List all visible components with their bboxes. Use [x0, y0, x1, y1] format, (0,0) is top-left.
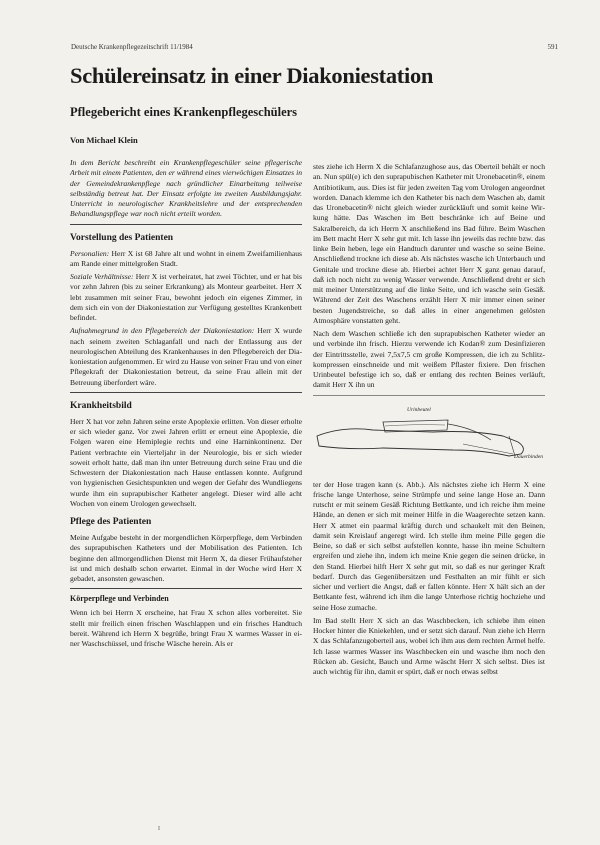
left-column — [70, 158, 302, 652]
text-personalien: Herr X ist 68 Jahre alt und wohnt in einem Zweifamilienhaus am Rande einer mittelgroßen Stadt. — [70, 248, 302, 268]
paragraph-washing: stes ziehe ich Herrn X die Schlafanzughose aus, das Oberteil behält er noch an. Nun spül(e) ich den suprapubischen Katheter mit Uronebacetin®, einem Antibiotikum, aus. Dies ist für jeden zweiten Tag vom Urologen angeordnet worden. Danach klemme ich den Katheter bis nach dem Waschen ab, damit das Uronebacetin® nicht gleich wieder zurückläuft und somit keine Wirkung hätte. Das Waschen im Bett beschränke ich auf Beine und Sakralbereich, da ich Herrn X anschließend ins Bad führe. Beim Waschen im Bett macht Herr X sehr gut mit. Ich lasse ihn jeweils das rechte bzw. das linke Bein heben, lege ein Handtuch darunter und wasche so seine Beine. Anschließend trockne ich diese ab. Als nächstes wasche ich Unterbauch und Genitale und trockne diese ab. Hierbei achtet Herr X ganz genau darauf, daß ich noch nicht zu wenig Wasser verwende. Anschließend dreht er sich mit meiner Unterstützung auf die linke Seite, und ich wasche sein Gesäß. Während der Zeit des Waschens erzählt Herr X mir immer einen seiner besten Jugendstreiche, so daß alles in einer angenehmen gelösten Atmosphäre vonstatten geht. — [313, 162, 545, 325]
subsection-heading-hygiene: Körperpflege und Verbinden — [70, 594, 169, 604]
figure-label-urine-bag: Urinbeutel — [407, 406, 431, 413]
catheter-figure — [313, 395, 545, 474]
label-admission: Aufnahmegrund in den Pflegebereich der Diakoniestation: — [70, 326, 255, 336]
running-head — [71, 43, 558, 51]
paragraph-hygiene: Wenn ich bei Herrn X erscheine, hat Frau X schon alles vorbereitet. Sie stellt mir freilich einen frischen Waschlappen und ein frisches Handtuch bereit. Während ich Herrn X begrüße, bringt Frau X warmes Wasser in einer Waschschüssel, und frische Wäsche herein. Als er — [70, 608, 302, 648]
figure-label-bandage: Dauerbinden — [513, 453, 543, 460]
page-number: 591 — [547, 43, 558, 51]
paragraph-admission — [70, 326, 302, 388]
paragraph-care: Meine Aufgabe besteht in der morgendlichen Körperpflege, dem Verbinden des suprapubischen Katheters und der Mobilisation des Patienten. Ich beginne den allmorgendlichen Dienst mit Herrn X, da dieser Frühaufsteher ist und mich deshalb schon erwartet. Einmal in der Woche wird Herr X gebadet, ansonsten gewaschen. — [70, 533, 302, 583]
text-social: Herr X ist verheiratet, hat zwei Töchter, und er hat bis vor zehn Jahren (bis zu seiner Erkrankung) als Monteur gearbeitet. Herr X lebt zusammen mit seiner Frau, bewohnt jedoch ein eigenes Zimmer, in dem sich ein von der Diakoniestation zur Verfügung gestelltes Krankenbett befindet. — [70, 272, 302, 322]
article-author: Von Michael Klein — [70, 135, 138, 145]
article-title: Schülereinsatz in einer Diakoniestation — [70, 63, 434, 88]
label-social: Soziale Verhältnisse: — [70, 272, 134, 281]
paragraph-social — [70, 272, 302, 323]
section-heading-patient: Vorstellung des Patienten — [70, 232, 174, 243]
divider — [70, 224, 302, 225]
label-personalien: Personalien: — [70, 248, 110, 258]
paragraph-bathroom: Im Bad stellt Herr X sich an das Waschbecken, ich schiebe ihm einen Hocker hinter die Kniekehlen, und er setzt sich darauf. Nun ziehe ich Herrn X das Schlafanzugoberteil aus, wobei ich ihm aus dem rechten Ärmel helfe. Ich lasse warmes Wasser ins Waschbecken ein und wasche ihm noch den Rücken ab. Gesicht, Bauch und Arme wäscht Herr X sich selbst. Dies ist auch wichtig für ihn, damit er spürt, daß er noch etwas selbst — [313, 615, 545, 676]
paragraph-mobilisation: ter der Hose tragen kann (s. Abb.). Als nächstes ziehe ich Herrn X eine frische lange Unterhose, seine Strümpfe und seine lange Hose an. Dann rutscht er mit seinem Gesäß Richtung Bettkante, und ich reiche ihm meine Hände, an denen er sich mit meiner Hilfe in die Waagerechte setzen kann. Herr X atmet ein paarmal kräftig durch und schaukelt mit den Beinen, damit sein Kreislauf angeregt wird. Ich stelle ihm meine Pille gegen die Beine, so daß er sich selbst aufstellen konnte, hasse ihn meine Schultern ergreifen und ziehe ihn, indem ich meine Knie gegen die seinen drücke, in den Stand. Hierbei hilft Herr X sehr gut mit, so daß es nur geringer Kraft bedarf. Durch das Gegenübersitzen und Festhalten an mir fühlt er sich sicher und verliert die Angst, daß er fallen könnte. Herr X hält sich an der Bettkante fest, während ich ihm die lange Unterhose richtig hochziehe und seine Hose zumache. — [313, 479, 545, 612]
divider — [70, 588, 302, 589]
right-column — [313, 162, 545, 680]
text-admission: Herr X wurde nach seinem zweiten Schlaganfall und nach der Entlassung aus der neurologischen Abteilung des Krankenhauses in den Pflegebereich der Diakoniestation aufgenommen. Er wird zu Hause von seiner Frau und von einer Pflegekraft der Diakoniestation betreut, da seine Frau allein mit der Betreuung überfordert wäre. — [70, 326, 302, 387]
paragraph-personalien — [70, 249, 302, 270]
section-heading-care: Pflege des Patienten — [70, 517, 152, 527]
article-subtitle: Pflegebericht eines Krankenpflegeschülers — [70, 105, 298, 119]
page-mark: I — [158, 826, 160, 832]
journal-name: Deutsche Krankenpflegezeitschrift 11/1984 — [71, 43, 193, 51]
paragraph-condition: Herr X hat vor zehn Jahren seine erste Apoplexie erlitten. Von dieser erholte er sich wieder ganz. Vor zwei Jahren erlitt er erneut eine Apoplexie, die Folgen waren eine Hemiplegie rechts und eine Harninkontinenz. Der Patient verbrachte ein Vierteljahr in der Neurologie, bis er sich wieder soweit erholt hatte, daß man ihn unter Betreuung durch seine Frau und die Schwestern der Diakoniestation nach Hause entlassen konnte. Aufgrund von hygienischen Gesichtspunkten und wegen der Gefahr des Wundliegens wurde ihm ein suprapubischer Katheter angelegt. Dieser wird alle acht Wochen von einem Urologen gewechselt. — [70, 416, 302, 508]
paragraph-dressing: Nach dem Waschen schließe ich den suprapubischen Katheter wieder an und verbinde ihn frisch. Hierzu verwende ich Kodan® zum Desinfizieren der Eintrittsstelle, zwei 7,5x7,5 cm große Kompressen, die ich zu Schlitzkompressen einschneide und mit weißem Pflaster fixiere. Den frischen Urinbeutel befestige ich so, daß er entlang des rechten Beines verläuft, damit Herr X ihn un — [313, 329, 545, 390]
abstract: In dem Bericht beschreibt ein Krankenpflegeschüler seine pflegerische Arbeit mit einem Patienten, den er während eines vierwöchigen Einsatzes in der Gemeindekrankenpflege nach gründlicher Einarbeitung teilweise selbständig betreut hat. Der Einsatz erfolgte im zweiten Ausbildungsjahr. Unterricht in neurologischer Krankheitslehre und der entsprechenden Behandlungspflege war noch nicht erteilt worden. — [70, 158, 302, 219]
section-heading-condition: Krankheitsbild — [70, 400, 132, 411]
divider — [70, 392, 302, 393]
